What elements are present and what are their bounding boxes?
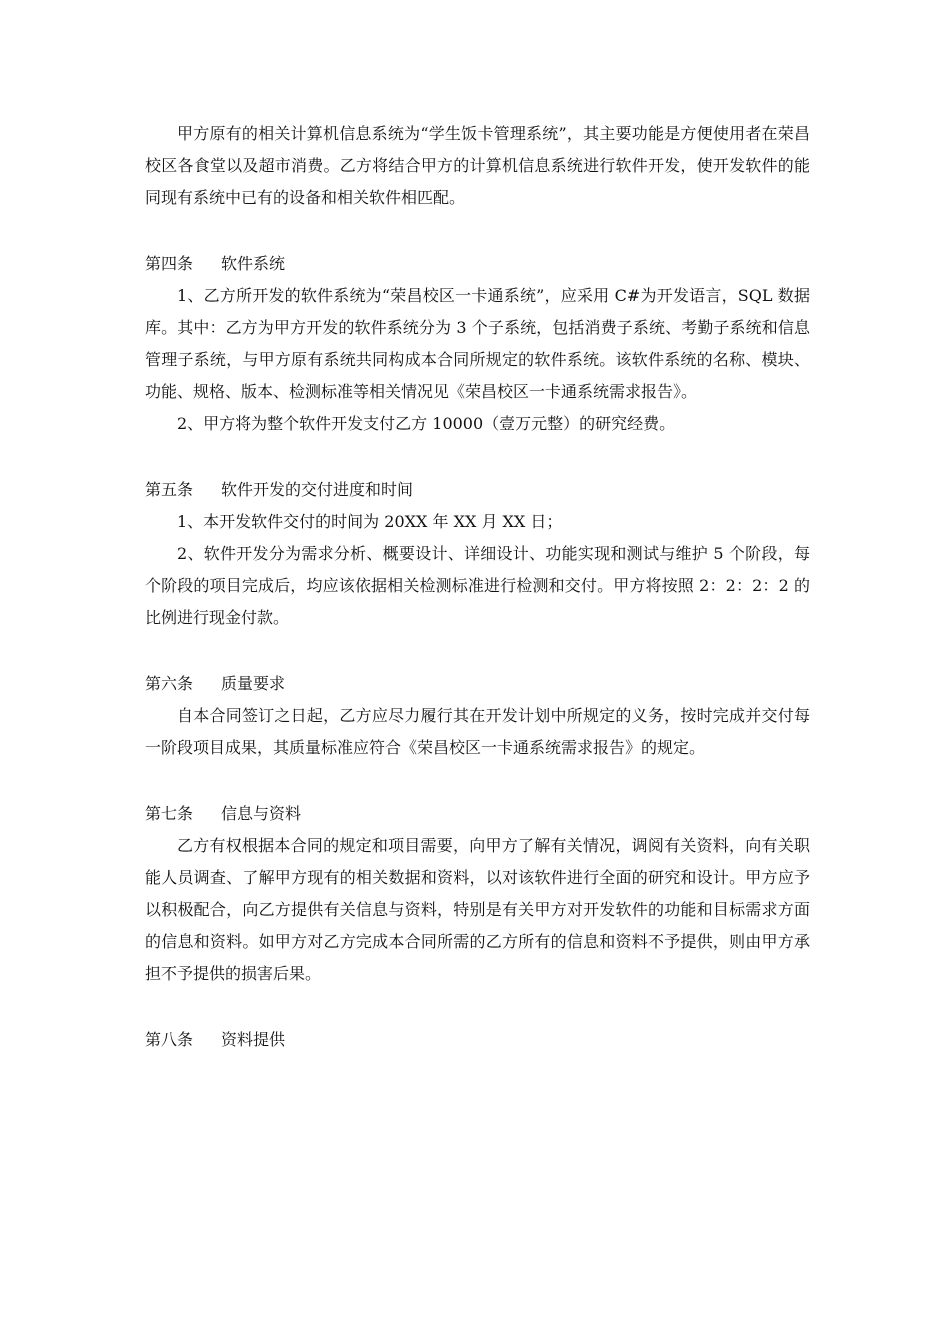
article-6-number: 第六条: [145, 674, 194, 693]
article-4-title: 软件系统: [221, 254, 286, 273]
article-7-number: 第七条: [145, 804, 194, 823]
document-page: [145, 118, 810, 1056]
section-gap: [145, 764, 810, 798]
article-8-title: 资料提供: [221, 1030, 286, 1049]
article-8-number: 第八条: [145, 1030, 194, 1049]
article-6-paragraph: 自本合同签订之日起，乙方应尽力履行其在开发计划中所规定的义务，按时完成并交付每一阶段项目成果，其质量标准应符合《荣昌校区一卡通系统需求报告》的规定。: [145, 706, 810, 757]
article-4-clause-1: 1、乙方所开发的软件系统为“荣昌校区一卡通系统”，应采用 C#为开发语言，SQL 数据库。其中：乙方为甲方开发的软件系统分为 3 个子系统，包括消费子系统、考勤子系统和信息管理子系统，与甲方原有系统共同构成本合同所规定的软件系统。该软件系统的名称、模块、功能、规格、版本、检测标准等相关情况见《荣昌校区一卡通系统需求报告》。: [145, 286, 810, 401]
article-6-title: 质量要求: [221, 674, 286, 693]
article-4-number: 第四条: [145, 254, 194, 273]
article-6-heading: [145, 668, 810, 700]
article-4-heading: [145, 248, 810, 280]
article-5-title: 软件开发的交付进度和时间: [221, 480, 414, 499]
article-5-number: 第五条: [145, 480, 194, 499]
article-8-heading: [145, 1024, 810, 1056]
article-5-clause-2: 2、软件开发分为需求分析、概要设计、详细设计、功能实现和测试与维护 5 个阶段，每个阶段的项目完成后，均应该依据相关检测标准进行检测和交付。甲方将按照 2：2：2：2 的比例进行现金付款。: [145, 544, 810, 627]
article-7-title: 信息与资料: [221, 804, 302, 823]
article-7-paragraph: 乙方有权根据本合同的规定和项目需要，向甲方了解有关情况，调阅有关资料，向有关职能人员调查、了解甲方现有的相关数据和资料，以对该软件进行全面的研究和设计。甲方应予以积极配合，向乙方提供有关信息与资料，特别是有关甲方对开发软件的功能和目标需求方面的信息和资料。如甲方对乙方完成本合同所需的乙方所有的信息和资料不予提供，则由甲方承担不予提供的损害后果。: [145, 836, 810, 983]
intro-paragraph: 甲方原有的相关计算机信息系统为“学生饭卡管理系统”，其主要功能是方便使用者在荣昌校区各食堂以及超市消费。乙方将结合甲方的计算机信息系统进行软件开发，使开发软件的能同现有系统中已有的设备和相关软件相匹配。: [145, 124, 810, 207]
article-4-clause-2: 2、甲方将为整个软件开发支付乙方 10000（壹万元整）的研究经费。: [177, 414, 676, 433]
article-7-heading: [145, 798, 810, 830]
article-5-heading: [145, 474, 810, 506]
article-5-clause-1: 1、本开发软件交付的时间为 20XX 年 XX 月 XX 日；: [177, 512, 563, 531]
section-gap: [145, 634, 810, 668]
section-gap: [145, 440, 810, 474]
section-gap: [145, 214, 810, 248]
section-gap: [145, 990, 810, 1024]
